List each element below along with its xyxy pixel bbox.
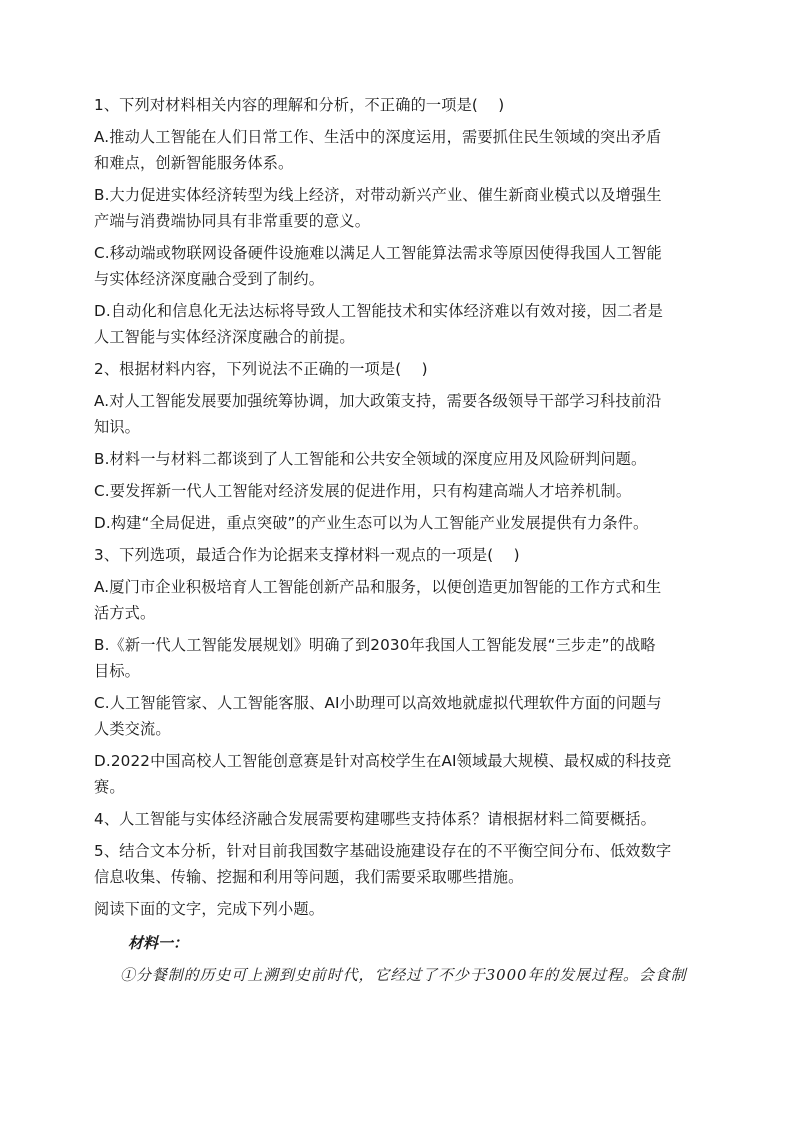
material-one-title: 材料一： — [128, 934, 189, 952]
question-3-option-a: A.厦门市企业积极培育人工智能创新产品和服务，以便创造更加智能的工作方式和生 — [94, 578, 662, 596]
question-3-option-c: C.人工智能管家、人工智能客服、AI小助理可以高效地就虚拟代理软件方面的问题与 — [94, 694, 662, 712]
question-3-option-d: D.2022中国高校人工智能创意赛是针对高校学生在AI领域最大规模、最权威的科技竞 — [94, 752, 672, 770]
question-1-stem: 1、下列对材料相关内容的理解和分析，不正确的一项是( ) — [94, 96, 505, 114]
question-3-option-b-cont: 目标。 — [94, 662, 141, 680]
material-one-paragraph: ①分餐制的历史可上溯到史前时代，它经过了不少于3000年的发展过程。会食制 — [120, 966, 687, 984]
question-2-option-b: B.材料一与材料二都谈到了人工智能和公共安全领域的深度应用及风险研判问题。 — [94, 450, 647, 468]
document-page — [94, 92, 700, 988]
question-3-stem: 3、下列选项，最适合作为论据来支撑材料一观点的一项是( ) — [94, 546, 520, 564]
question-2-option-d: D.构建“全局促进，重点突破”的产业生态可以为人工智能产业发展提供有力条件。 — [94, 514, 649, 532]
question-1-option-b: B.大力促进实体经济转型为线上经济，对带动新兴产业、催生新商业模式以及增强生 — [94, 186, 662, 204]
question-3-option-b: B.《新一代人工智能发展规划》明确了到2030年我国人工智能发展“三步走”的战略 — [94, 636, 656, 654]
question-1-option-c-cont: 与实体经济深度融合受到了制约。 — [94, 270, 325, 288]
question-1-option-a-cont: 和难点，创新智能服务体系。 — [94, 154, 294, 172]
question-5-stem-cont: 信息收集、传输、挖掘和利用等问题，我们需要采取哪些措施。 — [94, 868, 524, 886]
question-2-option-a-cont: 知识。 — [94, 418, 141, 436]
question-5-stem: 5、结合文本分析，针对目前我国数字基础设施建设存在的不平衡空间分布、低效数字 — [94, 842, 672, 860]
question-2-stem: 2、根据材料内容，下列说法不正确的一项是( ) — [94, 360, 428, 378]
question-1-option-c: C.移动端或物联网设备硬件设施难以满足人工智能算法需求等原因使得我国人工智能 — [94, 244, 662, 262]
question-3-option-c-cont: 人类交流。 — [94, 720, 171, 738]
question-4-stem: 4、人工智能与实体经济融合发展需要构建哪些支持体系？请根据材料二简要概括。 — [94, 810, 656, 828]
question-1-option-d-cont: 人工智能与实体经济深度融合的前提。 — [94, 328, 355, 346]
question-1-option-b-cont: 产端与消费端协同具有非常重要的意义。 — [94, 212, 371, 230]
question-1-option-a: A.推动人工智能在人们日常工作、生活中的深度运用，需要抓住民生领域的突出矛盾 — [94, 128, 662, 146]
question-3-option-a-cont: 活方式。 — [94, 604, 156, 622]
question-2-option-a: A.对人工智能发展要加强统筹协调，加大政策支持，需要各级领导干部学习科技前沿 — [94, 392, 662, 410]
question-1-option-d: D.自动化和信息化无法达标将导致人工智能技术和实体经济难以有效对接，因二者是 — [94, 302, 663, 320]
question-2-option-c: C.要发挥新一代人工智能对经济发展的促进作用，只有构建高端人才培养机制。 — [94, 482, 632, 500]
reading-instruction: 阅读下面的文字，完成下列小题。 — [94, 900, 325, 918]
question-3-option-d-cont: 赛。 — [94, 778, 125, 796]
